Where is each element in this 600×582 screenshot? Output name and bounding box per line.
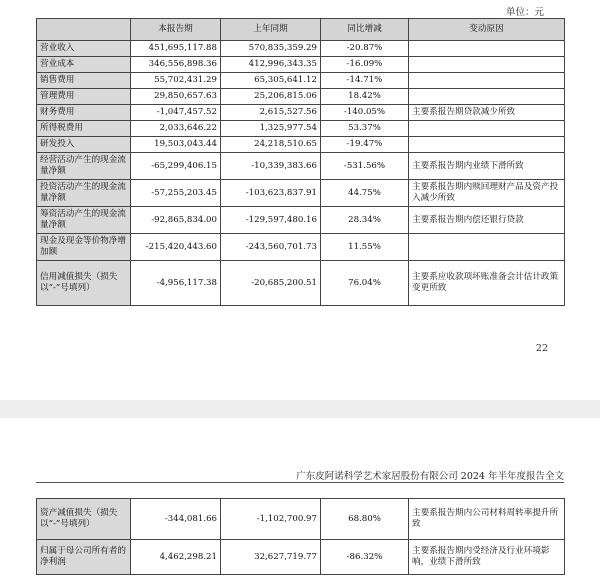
row-prior-value: -103,623,837.91: [221, 180, 321, 207]
row-item-name: 所得税费用: [37, 121, 131, 137]
header-yoy-change: 同比增减: [321, 19, 409, 41]
row-current-value: -65,299,406.15: [131, 153, 221, 180]
table-body: [37, 41, 565, 306]
row-yoy-change: -16.09%: [321, 57, 409, 73]
row-yoy-change: 18.42%: [321, 89, 409, 105]
header-prior-period: 上年同期: [221, 19, 321, 41]
row-item-name: 归属于母公司所有者的净利润: [37, 540, 131, 575]
row-change-reason: [409, 234, 565, 261]
row-yoy-change: -531.56%: [321, 153, 409, 180]
row-yoy-change: -20.87%: [321, 41, 409, 57]
row-prior-value: 32,627,719.77: [221, 540, 321, 575]
row-yoy-change: 28.34%: [321, 207, 409, 234]
row-change-reason: [409, 73, 565, 89]
row-yoy-change: 68.80%: [321, 499, 409, 540]
row-item-name: 营业成本: [37, 57, 131, 73]
table-row: [37, 73, 565, 89]
row-yoy-change: -140.05%: [321, 105, 409, 121]
row-current-value: -1,047,457.52: [131, 105, 221, 121]
table-row: [37, 57, 565, 73]
row-prior-value: 24,218,510.65: [221, 137, 321, 153]
table-row: [37, 41, 565, 57]
row-current-value: -344,081.66: [131, 499, 221, 540]
table-row: [37, 121, 565, 137]
row-item-name: 资产减值损失（损失以“-”号填列）: [37, 499, 131, 540]
row-item-name: 营业收入: [37, 41, 131, 57]
row-prior-value: -10,339,383.66: [221, 153, 321, 180]
row-yoy-change: 44.75%: [321, 180, 409, 207]
row-change-reason: 主要系报告期内业绩下滑所致: [409, 153, 565, 180]
row-change-reason: 主要系报告期内公司材料周转率提升所致: [409, 499, 565, 540]
row-current-value: -4,956,117.38: [131, 261, 221, 306]
row-change-reason: [409, 57, 565, 73]
row-current-value: 451,695,117.88: [131, 41, 221, 57]
table-row: [37, 540, 565, 575]
row-current-value: 19,503,043.44: [131, 137, 221, 153]
row-yoy-change: 53.37%: [321, 121, 409, 137]
row-current-value: -215,420,443.60: [131, 234, 221, 261]
table-row: [37, 89, 565, 105]
row-prior-value: -129,597,480.16: [221, 207, 321, 234]
row-item-name: 现金及现金等价物净增加额: [37, 234, 131, 261]
row-yoy-change: 76.04%: [321, 261, 409, 306]
row-item-name: 筹资活动产生的现金流量净额: [37, 207, 131, 234]
row-current-value: -57,255,203.45: [131, 180, 221, 207]
row-prior-value: -20,685,200.51: [221, 261, 321, 306]
table-row: [37, 153, 565, 180]
row-yoy-change: -19.47%: [321, 137, 409, 153]
table-row: [37, 180, 565, 207]
row-current-value: 346,556,898.36: [131, 57, 221, 73]
row-change-reason: [409, 41, 565, 57]
page-number: 22: [535, 343, 548, 354]
page-break: [0, 400, 600, 418]
row-yoy-change: -14.71%: [321, 73, 409, 89]
table-row: [37, 207, 565, 234]
header-current-period: 本报告期: [131, 19, 221, 41]
row-yoy-change: -86.32%: [321, 540, 409, 575]
financial-table-bottom: [36, 498, 565, 575]
row-change-reason: [409, 137, 565, 153]
row-prior-value: -1,102,700.97: [221, 499, 321, 540]
row-item-name: 销售费用: [37, 73, 131, 89]
running-header: 广东皮阿诺科学艺术家居股份有限公司 2024 年半年度报告全文: [296, 471, 564, 482]
financial-table-top: [36, 18, 565, 306]
row-current-value: -92,865,834.00: [131, 207, 221, 234]
row-change-reason: 主要系报告期内受经济及行业环境影响，业绩下滑所致: [409, 540, 565, 575]
row-current-value: 55,702,431.29: [131, 73, 221, 89]
table-row: [37, 499, 565, 540]
row-prior-value: 2,615,527.56: [221, 105, 321, 121]
table-row: [37, 137, 565, 153]
row-prior-value: 1,325,977.54: [221, 121, 321, 137]
row-change-reason: 主要系报告期贷款减少所致: [409, 105, 565, 121]
row-current-value: 4,462,298.21: [131, 540, 221, 575]
row-change-reason: [409, 121, 565, 137]
row-change-reason: 主要系应收款项坏账准备会计估计政策变更所致: [409, 261, 565, 306]
table-row: [37, 105, 565, 121]
table-body: [37, 499, 565, 575]
row-item-name: 管理费用: [37, 89, 131, 105]
table-row: [37, 234, 565, 261]
row-prior-value: 25,206,815.06: [221, 89, 321, 105]
header-item: [37, 19, 131, 41]
row-item-name: 经营活动产生的现金流量净额: [37, 153, 131, 180]
row-change-reason: 主要系报告期内赎回理财产品及资产投入减少所致: [409, 180, 565, 207]
row-item-name: 研发投入: [37, 137, 131, 153]
row-item-name: 投资活动产生的现金流量净额: [37, 180, 131, 207]
table-row: [37, 261, 565, 306]
row-item-name: 财务费用: [37, 105, 131, 121]
table-header-row: [37, 19, 565, 41]
row-prior-value: -243,560,701.73: [221, 234, 321, 261]
unit-label: 单位：元: [505, 7, 544, 18]
row-prior-value: 65,305,641.12: [221, 73, 321, 89]
header-change-reason: 变动原因: [409, 19, 565, 41]
row-change-reason: 主要系报告期内偿还银行贷款: [409, 207, 565, 234]
header-rule: [36, 482, 564, 483]
row-current-value: 2,033,646.22: [131, 121, 221, 137]
row-prior-value: 412,996,343.35: [221, 57, 321, 73]
row-yoy-change: 11.55%: [321, 234, 409, 261]
row-change-reason: [409, 89, 565, 105]
row-current-value: 29,850,657.63: [131, 89, 221, 105]
row-item-name: 信用减值损失（损失以“-”号填列）: [37, 261, 131, 306]
row-prior-value: 570,835,359.29: [221, 41, 321, 57]
